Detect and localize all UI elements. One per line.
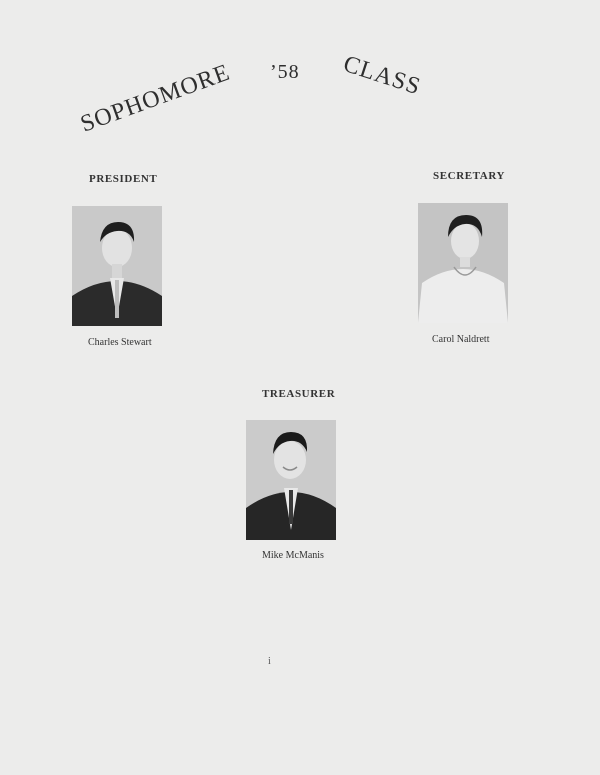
- page-title: [60, 40, 460, 140]
- name-secretary: Carol Naldrett: [432, 334, 490, 345]
- role-label-treasurer: TREASURER: [262, 388, 336, 400]
- name-treasurer: Mike McManis: [262, 550, 324, 561]
- role-label-secretary: SECRETARY: [433, 170, 506, 182]
- page-folio: i: [268, 656, 271, 667]
- name-president: Charles Stewart: [88, 337, 152, 348]
- photo-treasurer: [246, 420, 336, 540]
- role-label-president: PRESIDENT: [89, 173, 158, 185]
- title-word-sophomore: SOPHOMORE: [77, 59, 234, 138]
- photo-president: [72, 206, 162, 326]
- title-year: ’58: [270, 61, 300, 83]
- photo-secretary: [418, 203, 508, 323]
- title-word-class: CLASS: [340, 50, 424, 101]
